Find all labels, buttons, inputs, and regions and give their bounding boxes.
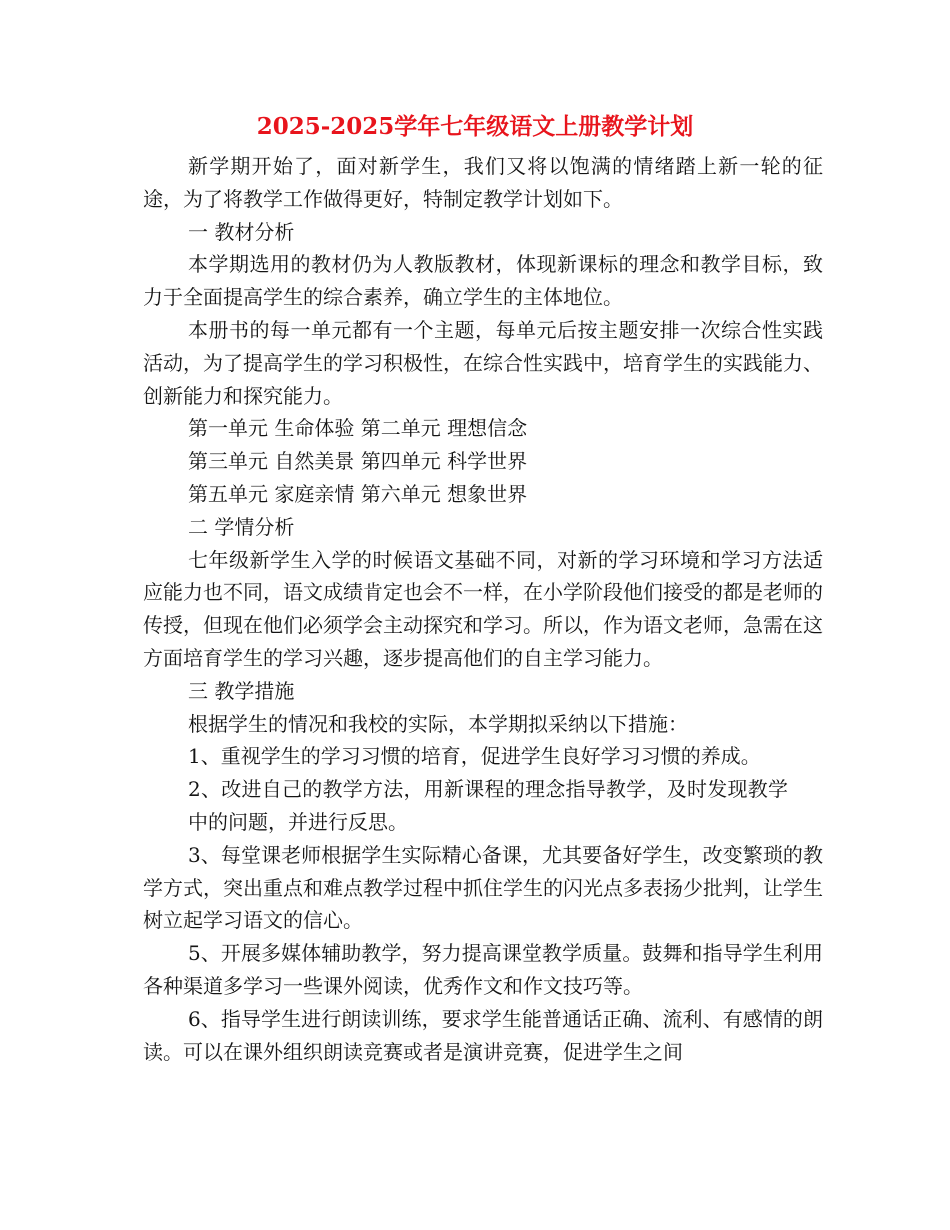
unit-list-line: 第一单元 生命体验 第二单元 理想信念 (188, 416, 528, 441)
textbook-paragraph: 本学期选用的教材仍为人教版教材，体现新课标的理念和教学目标，致力于全面提高学生的综合素养，确立学生的主体地位。 (143, 252, 823, 310)
measures-intro-paragraph: 根据学生的情况和我校的实际，本学期拟采纳以下措施： (188, 711, 688, 736)
section-heading-textbook-analysis: 一 教材分析 (188, 219, 295, 244)
document-title: 2025-2025学年七年级语文上册教学计划 (256, 113, 694, 140)
section-heading-student-analysis: 二 学情分析 (188, 514, 295, 539)
measure-item: 2、改进自己的教学方法，用新课程的理念指导教学，及时发现教学中的问题，并进行反思。 (188, 777, 788, 834)
measure-item: 5、开展多媒体辅助教学，努力提高课堂教学质量。鼓舞和指导学生利用各种渠道多学习一些课外阅读，优秀作文和作文技巧等。 (143, 941, 823, 998)
student-analysis-paragraph: 七年级新学生入学的时候语文基础不同，对新的学习环境和学习方法适应能力也不同，语文成绩肯定也会不一样，在小学阶段他们接受的都是老师的传授，但现在他们必须学会主动探究和学习。所以，作为语文老师，急需在这方面培育学生的学习兴趣，逐步提高他们的自主学习能力。 (143, 547, 823, 670)
unit-list-line: 第三单元 自然美景 第四单元 科学世界 (188, 449, 528, 474)
document-body (143, 150, 823, 1068)
measure-item: 3、每堂课老师根据学生实际精心备课，尤其要备好学生，改变繁琐的教学方式，突出重点和难点教学过程中抓住学生的闪光点多表扬少批判，让学生树立起学习语文的信心。 (143, 842, 823, 933)
unit-theme-paragraph: 本册书的每一单元都有一个主题，每单元后按主题安排一次综合性实践活动，为了提高学生的学习积极性，在综合性实践中，培育学生的实践能力、创新能力和探究能力。 (143, 317, 823, 408)
intro-paragraph: 新学期开始了，面对新学生，我们又将以饱满的情绪踏上新一轮的征途，为了将教学工作做得更好，特制定教学计划如下。 (143, 154, 823, 211)
section-heading-teaching-measures: 三 教学措施 (188, 678, 295, 703)
measure-item: 1、重视学生的学习习惯的培育，促进学生良好学习习惯的养成。 (188, 744, 761, 769)
measure-item: 6、指导学生进行朗读训练，要求学生能普通话正确、流利、有感情的朗读。可以在课外组织朗读竞赛或者是演讲竞赛，促进学生之间 (143, 1006, 823, 1064)
unit-list-line: 第五单元 家庭亲情 第六单元 想象世界 (188, 481, 528, 506)
